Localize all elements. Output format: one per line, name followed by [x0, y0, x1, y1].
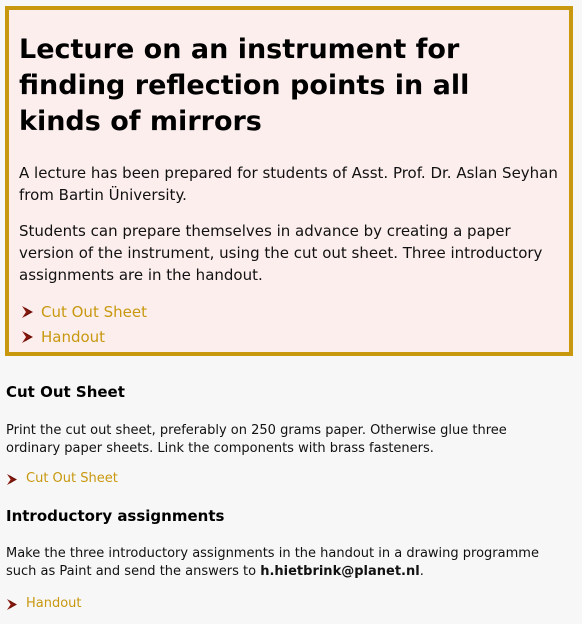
- cut-out-section: [6, 382, 566, 492]
- arrow-right-icon: [6, 599, 18, 610]
- assignments-instructions: Make the three introductory assignments in the handout in a drawing programme such as Paint and send the answers to h.hietbrink@planet.nl.: [6, 546, 539, 579]
- arrow-right-icon: [21, 306, 34, 318]
- link-label: Handout: [41, 328, 106, 346]
- preparation-paragraph: Students can prepare themselves in advance by creating a paper version of the instrument, using the cut out sheet. Three introductory assignments are in the handout.: [19, 222, 543, 284]
- link-label: Handout: [26, 596, 82, 611]
- assignments-section: [6, 506, 566, 616]
- section-heading: Cut Out Sheet: [6, 383, 125, 401]
- arrow-right-icon: [6, 474, 18, 485]
- link-label: Cut Out Sheet: [41, 303, 147, 321]
- arrow-right-icon: [21, 331, 34, 343]
- cut-out-sheet-download-link[interactable]: [6, 470, 118, 488]
- cut-out-sheet-link[interactable]: [21, 302, 147, 322]
- handout-download-link[interactable]: [6, 595, 82, 613]
- section-heading: Introductory assignments: [6, 507, 225, 525]
- intro-paragraph: A lecture has been prepared for students of Asst. Prof. Dr. Aslan Seyhan from Bartin Üniversity.: [19, 164, 558, 204]
- cut-out-instructions: Print the cut out sheet, preferably on 250 grams paper. Otherwise glue three ordinary paper sheets. Link the components with brass fasteners.: [6, 423, 507, 456]
- lecture-panel: [5, 6, 573, 356]
- contact-email: h.hietbrink@planet.nl: [260, 564, 420, 579]
- link-label: Cut Out Sheet: [26, 471, 118, 486]
- page-title: Lecture on an instrument for finding reflection points in all kinds of mirrors: [19, 34, 470, 137]
- handout-link[interactable]: [21, 327, 105, 347]
